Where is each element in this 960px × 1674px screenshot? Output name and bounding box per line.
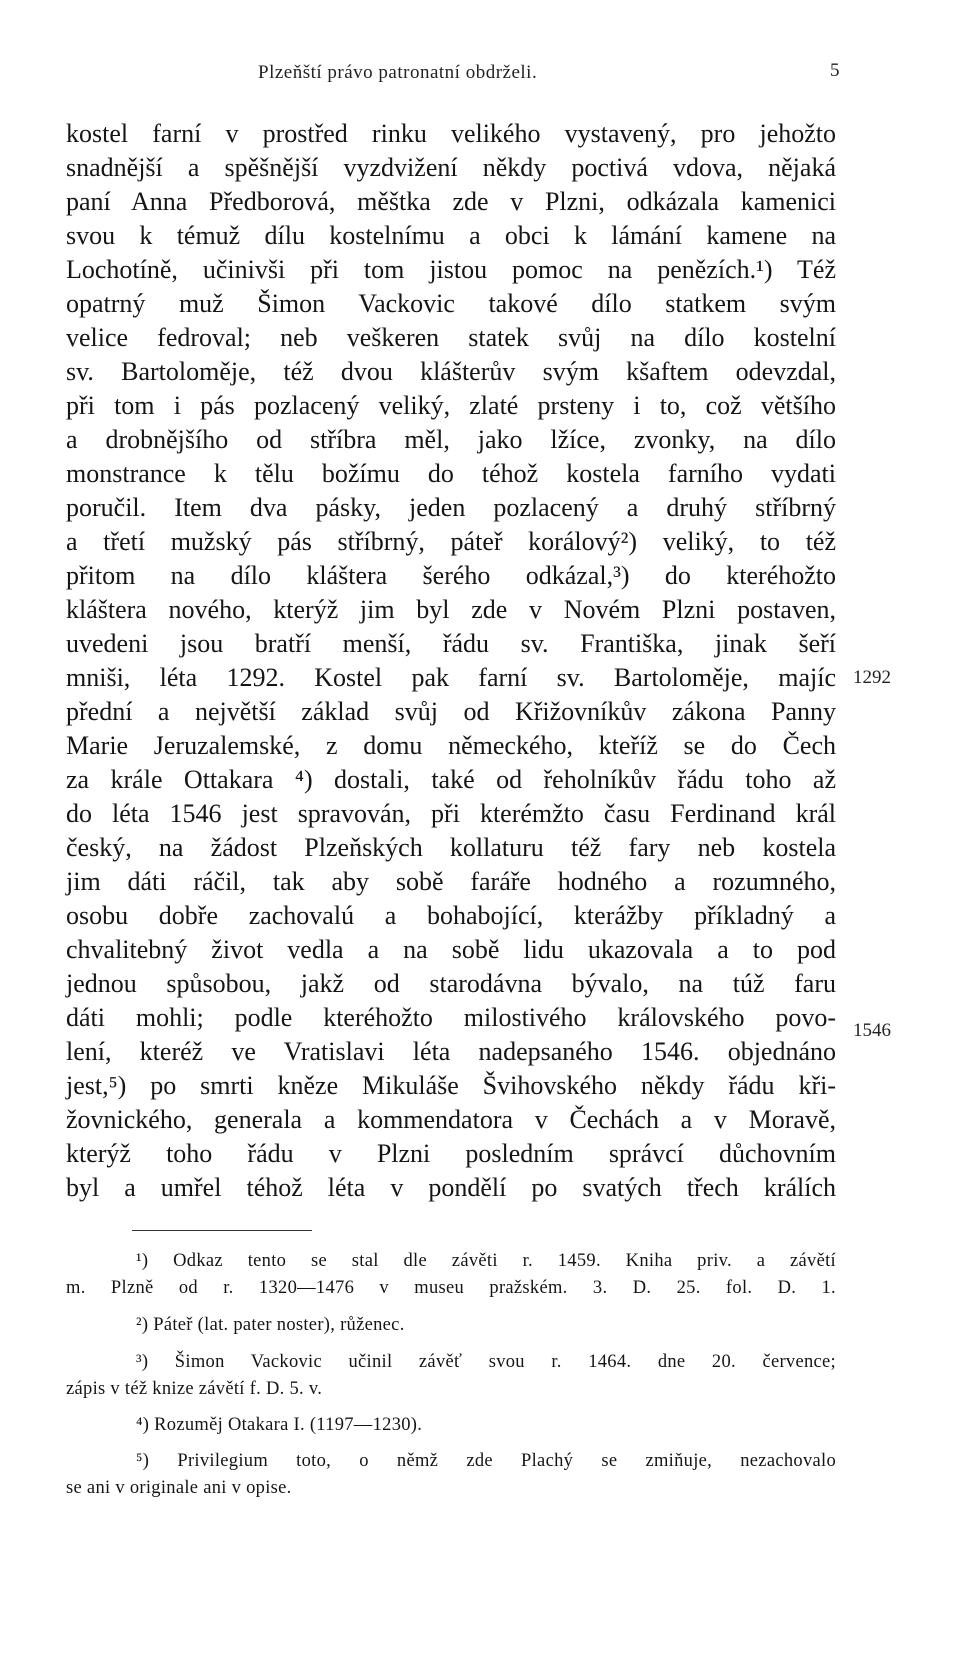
text-line: a drobnějšího od stříbra měl, jako lžíce, zvonky, na dílo xyxy=(66,425,836,454)
footnote-line: se ani v originale ani v opise. xyxy=(66,1478,292,1498)
text-line: snadnější a spěšnější vyzdvižení někdy poctivá vdova, nějaká xyxy=(66,153,836,182)
text-line: a třetí mužský pás stříbrný, páteř korálový²) veliký, to též xyxy=(66,527,836,556)
text-line: jim dáti ráčil, tak aby sobě faráře hodného a rozumného, xyxy=(66,867,836,896)
footnote-line: m. Plzně od r. 1320—1476 v museu pražském. 3. D. 25. fol. D. 1. xyxy=(66,1278,836,1298)
text-line: za krále Ottakara ⁴) dostali, také od řeholníkův řádu toho až xyxy=(66,765,836,794)
margin-year-note: 1546 xyxy=(853,1020,891,1041)
footnote-line: zápis v též knize závětí f. D. 5. v. xyxy=(66,1379,323,1399)
text-line: žovnického, generala a kommendatora v Čechách a v Moravě, xyxy=(66,1105,836,1134)
text-line: sv. Bartoloměje, též dvou klášterův svým kšaftem odevzdal, xyxy=(66,357,836,386)
text-line: přední a největší základ svůj od Křižovníkův zákona Panny xyxy=(66,697,836,726)
text-line: poručil. Item dva pásky, jeden pozlacený a druhý stříbrný xyxy=(66,493,836,522)
text-line: svou k témuž dílu kostelnímu a obci k lámání kamene na xyxy=(66,221,836,250)
text-line: do léta 1546 jest spravován, při kterémžto času Ferdinand král xyxy=(66,799,836,828)
text-line: dáti mohli; podle kteréhožto milostivého královského povo- xyxy=(66,1003,836,1032)
text-line: přitom na dílo kláštera šerého odkázal,³) do kteréhožto xyxy=(66,561,836,590)
footnote-line: ³) Šimon Vackovic učinil závěť svou r. 1464. dne 20. července; xyxy=(136,1352,836,1372)
text-line: kláštera nového, kterýž jim byl zde v Novém Plzni postaven, xyxy=(66,595,836,624)
text-line: chvalitebný život vedla a na sobě lidu ukazovala a to pod xyxy=(66,935,836,964)
footnote-line: ⁵) Privilegium toto, o němž zde Plachý se zmiňuje, nezachovalo xyxy=(136,1451,836,1471)
text-line: jednou spůsobou, jakž od starodávna bývalo, na túž faru xyxy=(66,969,836,998)
text-line: jest,⁵) po smrti kněze Mikuláše Švihovského někdy řádu kři- xyxy=(66,1071,836,1100)
text-line: byl a umřel téhož léta v pondělí po svatých třech králích xyxy=(66,1173,836,1202)
text-line: opatrný muž Šimon Vackovic takové dílo statkem svým xyxy=(66,289,836,318)
page-number: 5 xyxy=(830,60,840,81)
text-line: monstrance k tělu božímu do téhož kostela farního vydati xyxy=(66,459,836,488)
text-line: mniši, léta 1292. Kostel pak farní sv. Bartoloměje, majíc xyxy=(66,663,836,692)
text-line: osobu dobře zachovalú a bohabojící, kterážby příkladný a xyxy=(66,901,836,930)
running-title: Plzeňští právo patronatní obdrželi. xyxy=(258,62,538,83)
text-line: paní Anna Předborová, měštka zde v Plzni, odkázala kamenici xyxy=(66,187,836,216)
footnote-divider xyxy=(132,1230,312,1231)
text-line: uvedeni jsou bratří menší, řádu sv. Františka, jinak šeří xyxy=(66,629,836,658)
footnote-line: ¹) Odkaz tento se stal dle závěti r. 1459. Kniha priv. a závětí xyxy=(136,1251,836,1271)
text-line: Marie Jeruzalemské, z domu německého, kteříž se do Čech xyxy=(66,731,836,760)
text-line: při tom i pás pozlacený veliký, zlaté prsteny i to, což většího xyxy=(66,391,836,420)
text-line: kterýž toho řádu v Plzni posledním správcí důchovním xyxy=(66,1139,836,1168)
text-line: Lochotíně, učinivši při tom jistou pomoc na penězích.¹) Též xyxy=(66,255,836,284)
text-line: lení, kteréž ve Vratislavi léta nadepsaného 1546. objednáno xyxy=(66,1037,836,1066)
text-line: kostel farní v prostřed rinku velikého vystavený, pro jehožto xyxy=(66,119,836,148)
footnote-line: ²) Páteř (lat. pater noster), růženec. xyxy=(136,1315,405,1335)
footnote-line: ⁴) Rozuměj Otakara I. (1197—1230). xyxy=(136,1415,423,1435)
text-line: velice fedroval; neb veškeren statek svůj na dílo kostelní xyxy=(66,323,836,352)
margin-year-note: 1292 xyxy=(853,667,891,688)
text-line: český, na žádost Plzeňských kollaturu též fary neb kostela xyxy=(66,833,836,862)
